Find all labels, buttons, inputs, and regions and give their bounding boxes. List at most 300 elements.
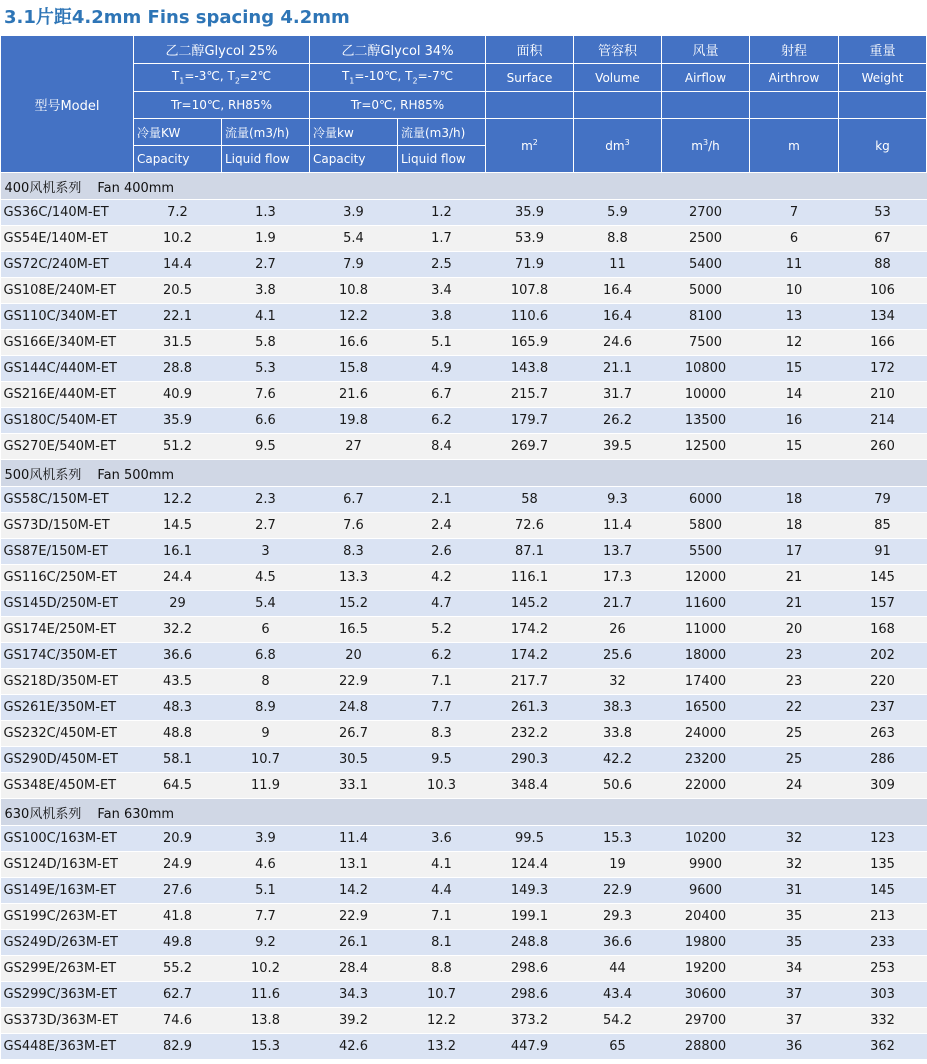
header-flow-en-34: Liquid flow bbox=[398, 146, 486, 173]
value-cell: 2.6 bbox=[398, 539, 486, 565]
value-cell: 25.6 bbox=[574, 643, 662, 669]
value-cell: 12000 bbox=[662, 565, 750, 591]
value-cell: 22.1 bbox=[134, 304, 222, 330]
value-cell: 8 bbox=[222, 669, 310, 695]
table-row bbox=[1, 695, 927, 721]
value-cell: 55.2 bbox=[134, 956, 222, 982]
value-cell: 22 bbox=[750, 695, 839, 721]
value-cell: 6.2 bbox=[398, 408, 486, 434]
value-cell: 110.6 bbox=[486, 304, 574, 330]
value-cell: 2500 bbox=[662, 226, 750, 252]
value-cell: 35.9 bbox=[134, 408, 222, 434]
fan-size: Fan 630mm bbox=[97, 806, 175, 822]
value-cell: 5.2 bbox=[398, 617, 486, 643]
value-cell: 15.2 bbox=[310, 591, 398, 617]
value-cell: 58 bbox=[486, 487, 574, 513]
value-cell: 7.6 bbox=[310, 513, 398, 539]
value-cell: 7.1 bbox=[398, 669, 486, 695]
table-row bbox=[1, 513, 927, 539]
value-cell: 1.7 bbox=[398, 226, 486, 252]
value-cell: 199.1 bbox=[486, 904, 574, 930]
value-cell: 14.2 bbox=[310, 878, 398, 904]
value-cell: 6.8 bbox=[222, 643, 310, 669]
table-row bbox=[1, 617, 927, 643]
model-cell: GS72C/240M-ET bbox=[1, 252, 134, 278]
value-cell: 263 bbox=[839, 721, 927, 747]
value-cell: 33.8 bbox=[574, 721, 662, 747]
value-cell: 9.3 bbox=[574, 487, 662, 513]
value-cell: 6 bbox=[222, 617, 310, 643]
value-cell: 21.7 bbox=[574, 591, 662, 617]
value-cell: 30.5 bbox=[310, 747, 398, 773]
value-cell: 290.3 bbox=[486, 747, 574, 773]
header-capacity-kw-34: 冷量kw bbox=[310, 119, 398, 146]
value-cell: 35.9 bbox=[486, 200, 574, 226]
value-cell: 22.9 bbox=[310, 669, 398, 695]
value-cell: 8.9 bbox=[222, 695, 310, 721]
value-cell: 135 bbox=[839, 852, 927, 878]
value-cell: 237 bbox=[839, 695, 927, 721]
value-cell: 172 bbox=[839, 356, 927, 382]
value-cell: 8.1 bbox=[398, 930, 486, 956]
value-cell: 5500 bbox=[662, 539, 750, 565]
value-cell: 13500 bbox=[662, 408, 750, 434]
value-cell: 41.8 bbox=[134, 904, 222, 930]
value-cell: 13.2 bbox=[398, 1034, 486, 1060]
value-cell: 303 bbox=[839, 982, 927, 1008]
model-cell: GS270E/540M-ET bbox=[1, 434, 134, 460]
value-cell: 53 bbox=[839, 200, 927, 226]
table-row bbox=[1, 356, 927, 382]
table-row bbox=[1, 1034, 927, 1060]
value-cell: 10.2 bbox=[222, 956, 310, 982]
header-weight-unit: kg bbox=[839, 119, 927, 173]
table-header bbox=[1, 36, 927, 173]
value-cell: 2.1 bbox=[398, 487, 486, 513]
table-body bbox=[1, 173, 927, 1060]
value-cell: 309 bbox=[839, 773, 927, 799]
value-cell: 17 bbox=[750, 539, 839, 565]
model-cell: GS174C/350M-ET bbox=[1, 643, 134, 669]
table-row bbox=[1, 1008, 927, 1034]
value-cell: 220 bbox=[839, 669, 927, 695]
value-cell: 8.3 bbox=[398, 721, 486, 747]
header-airflow-unit: $m^3/h$ bbox=[662, 119, 750, 173]
value-cell: 28.4 bbox=[310, 956, 398, 982]
value-cell: 20 bbox=[310, 643, 398, 669]
value-cell: 29 bbox=[134, 591, 222, 617]
value-cell: 23 bbox=[750, 643, 839, 669]
value-cell: 79 bbox=[839, 487, 927, 513]
value-cell: 5000 bbox=[662, 278, 750, 304]
header-blank bbox=[662, 92, 750, 119]
value-cell: 4.4 bbox=[398, 878, 486, 904]
value-cell: 21.1 bbox=[574, 356, 662, 382]
value-cell: 99.5 bbox=[486, 826, 574, 852]
value-cell: 18 bbox=[750, 513, 839, 539]
value-cell: 149.3 bbox=[486, 878, 574, 904]
value-cell: 54.2 bbox=[574, 1008, 662, 1034]
value-cell: 298.6 bbox=[486, 982, 574, 1008]
value-cell: 50.6 bbox=[574, 773, 662, 799]
table-row bbox=[1, 669, 927, 695]
value-cell: 1.9 bbox=[222, 226, 310, 252]
header-surface-unit: $m^2$ bbox=[486, 119, 574, 173]
table-row bbox=[1, 565, 927, 591]
value-cell: 168 bbox=[839, 617, 927, 643]
table-row bbox=[1, 539, 927, 565]
value-cell: 253 bbox=[839, 956, 927, 982]
value-cell: 29.3 bbox=[574, 904, 662, 930]
value-cell: 5.4 bbox=[310, 226, 398, 252]
value-cell: 31 bbox=[750, 878, 839, 904]
value-cell: 16.4 bbox=[574, 278, 662, 304]
value-cell: 87.1 bbox=[486, 539, 574, 565]
value-cell: 32 bbox=[750, 826, 839, 852]
table-row bbox=[1, 852, 927, 878]
value-cell: 233 bbox=[839, 930, 927, 956]
value-cell: 5.8 bbox=[222, 330, 310, 356]
value-cell: 35 bbox=[750, 930, 839, 956]
model-cell: GS149E/163M-ET bbox=[1, 878, 134, 904]
value-cell: 248.8 bbox=[486, 930, 574, 956]
value-cell: 62.7 bbox=[134, 982, 222, 1008]
value-cell: 43.5 bbox=[134, 669, 222, 695]
value-cell: 202 bbox=[839, 643, 927, 669]
value-cell: 4.7 bbox=[398, 591, 486, 617]
value-cell: 32.2 bbox=[134, 617, 222, 643]
model-cell: GS36C/140M-ET bbox=[1, 200, 134, 226]
value-cell: 7.1 bbox=[398, 904, 486, 930]
model-cell: GS87E/150M-ET bbox=[1, 539, 134, 565]
value-cell: 24000 bbox=[662, 721, 750, 747]
value-cell: 7.2 bbox=[134, 200, 222, 226]
header-capacity-en-34: Capacity bbox=[310, 146, 398, 173]
value-cell: 8.8 bbox=[398, 956, 486, 982]
value-cell: 5800 bbox=[662, 513, 750, 539]
value-cell: 348.4 bbox=[486, 773, 574, 799]
table-row bbox=[1, 982, 927, 1008]
model-cell: GS73D/150M-ET bbox=[1, 513, 134, 539]
value-cell: 16500 bbox=[662, 695, 750, 721]
model-cell: GS54E/140M-ET bbox=[1, 226, 134, 252]
value-cell: 31.5 bbox=[134, 330, 222, 356]
series-group-label bbox=[1, 460, 927, 487]
value-cell: 1.2 bbox=[398, 200, 486, 226]
model-cell: GS166E/340M-ET bbox=[1, 330, 134, 356]
value-cell: 24.4 bbox=[134, 565, 222, 591]
value-cell: 36 bbox=[750, 1034, 839, 1060]
value-cell: 21 bbox=[750, 591, 839, 617]
value-cell: 5.4 bbox=[222, 591, 310, 617]
value-cell: 15 bbox=[750, 434, 839, 460]
value-cell: 27.6 bbox=[134, 878, 222, 904]
value-cell: 166 bbox=[839, 330, 927, 356]
table-row bbox=[1, 956, 927, 982]
table-row bbox=[1, 591, 927, 617]
value-cell: 3.9 bbox=[222, 826, 310, 852]
header-surface-cn: 面积 bbox=[486, 36, 574, 64]
value-cell: 18 bbox=[750, 487, 839, 513]
table-row bbox=[1, 487, 927, 513]
value-cell: 27 bbox=[310, 434, 398, 460]
series-name: 630风机系列 bbox=[4, 806, 82, 822]
value-cell: 25 bbox=[750, 747, 839, 773]
header-glycol-34: 乙二醇Glycol 34% bbox=[310, 36, 486, 64]
value-cell: 18000 bbox=[662, 643, 750, 669]
value-cell: 2700 bbox=[662, 200, 750, 226]
value-cell: 16.6 bbox=[310, 330, 398, 356]
value-cell: 15.3 bbox=[222, 1034, 310, 1060]
value-cell: 210 bbox=[839, 382, 927, 408]
value-cell: 15.3 bbox=[574, 826, 662, 852]
header-weight-en: Weight bbox=[839, 64, 927, 92]
header-g34-condition: Tr=0℃, RH85% bbox=[310, 92, 486, 119]
table-row bbox=[1, 278, 927, 304]
table-row bbox=[1, 434, 927, 460]
series-group-row bbox=[1, 460, 927, 487]
table-row bbox=[1, 252, 927, 278]
value-cell: 37 bbox=[750, 1008, 839, 1034]
table-row bbox=[1, 408, 927, 434]
value-cell: 24 bbox=[750, 773, 839, 799]
model-cell: GS373D/363M-ET bbox=[1, 1008, 134, 1034]
value-cell: 4.1 bbox=[398, 852, 486, 878]
value-cell: 53.9 bbox=[486, 226, 574, 252]
table-row bbox=[1, 382, 927, 408]
model-cell: GS232C/450M-ET bbox=[1, 721, 134, 747]
value-cell: 145 bbox=[839, 878, 927, 904]
value-cell: 72.6 bbox=[486, 513, 574, 539]
table-row bbox=[1, 200, 927, 226]
value-cell: 4.6 bbox=[222, 852, 310, 878]
model-cell: GS144C/440M-ET bbox=[1, 356, 134, 382]
value-cell: 10.7 bbox=[222, 747, 310, 773]
value-cell: 145 bbox=[839, 565, 927, 591]
value-cell: 5.3 bbox=[222, 356, 310, 382]
value-cell: 67 bbox=[839, 226, 927, 252]
value-cell: 82.9 bbox=[134, 1034, 222, 1060]
value-cell: 286 bbox=[839, 747, 927, 773]
value-cell: 269.7 bbox=[486, 434, 574, 460]
value-cell: 13.3 bbox=[310, 565, 398, 591]
value-cell: 32 bbox=[750, 852, 839, 878]
value-cell: 11600 bbox=[662, 591, 750, 617]
header-surface-en: Surface bbox=[486, 64, 574, 92]
value-cell: 19800 bbox=[662, 930, 750, 956]
value-cell: 9.5 bbox=[398, 747, 486, 773]
value-cell: 8100 bbox=[662, 304, 750, 330]
value-cell: 88 bbox=[839, 252, 927, 278]
table-row bbox=[1, 773, 927, 799]
value-cell: 13.1 bbox=[310, 852, 398, 878]
value-cell: 12.2 bbox=[134, 487, 222, 513]
table-row bbox=[1, 643, 927, 669]
value-cell: 373.2 bbox=[486, 1008, 574, 1034]
value-cell: 10200 bbox=[662, 826, 750, 852]
value-cell: 21 bbox=[750, 565, 839, 591]
value-cell: 20 bbox=[750, 617, 839, 643]
value-cell: 145.2 bbox=[486, 591, 574, 617]
value-cell: 71.9 bbox=[486, 252, 574, 278]
model-cell: GS174E/250M-ET bbox=[1, 617, 134, 643]
table-row bbox=[1, 721, 927, 747]
fan-size: Fan 500mm bbox=[97, 467, 175, 483]
model-cell: GS108E/240M-ET bbox=[1, 278, 134, 304]
value-cell: 16 bbox=[750, 408, 839, 434]
value-cell: 17.3 bbox=[574, 565, 662, 591]
header-g25-temperature: $T_1=-3℃$, $T_2=2℃$ bbox=[134, 64, 310, 92]
value-cell: 48.8 bbox=[134, 721, 222, 747]
value-cell: 28.8 bbox=[134, 356, 222, 382]
value-cell: 214 bbox=[839, 408, 927, 434]
value-cell: 332 bbox=[839, 1008, 927, 1034]
value-cell: 7.7 bbox=[398, 695, 486, 721]
value-cell: 14.5 bbox=[134, 513, 222, 539]
model-cell: GS58C/150M-ET bbox=[1, 487, 134, 513]
value-cell: 174.2 bbox=[486, 643, 574, 669]
value-cell: 12500 bbox=[662, 434, 750, 460]
value-cell: 447.9 bbox=[486, 1034, 574, 1060]
value-cell: 31.7 bbox=[574, 382, 662, 408]
value-cell: 157 bbox=[839, 591, 927, 617]
value-cell: 260 bbox=[839, 434, 927, 460]
header-glycol-25: 乙二醇Glycol 25% bbox=[134, 36, 310, 64]
value-cell: 14.4 bbox=[134, 252, 222, 278]
value-cell: 5.9 bbox=[574, 200, 662, 226]
value-cell: 15 bbox=[750, 356, 839, 382]
model-cell: GS290D/450M-ET bbox=[1, 747, 134, 773]
value-cell: 2.7 bbox=[222, 513, 310, 539]
value-cell: 24.8 bbox=[310, 695, 398, 721]
value-cell: 116.1 bbox=[486, 565, 574, 591]
value-cell: 19 bbox=[574, 852, 662, 878]
value-cell: 12.2 bbox=[398, 1008, 486, 1034]
fan-size: Fan 400mm bbox=[97, 180, 175, 196]
value-cell: 217.7 bbox=[486, 669, 574, 695]
value-cell: 11.6 bbox=[222, 982, 310, 1008]
value-cell: 30600 bbox=[662, 982, 750, 1008]
value-cell: 10000 bbox=[662, 382, 750, 408]
value-cell: 48.3 bbox=[134, 695, 222, 721]
header-flow-25: 流量(m3/h) bbox=[222, 119, 310, 146]
model-cell: GS180C/540M-ET bbox=[1, 408, 134, 434]
value-cell: 25 bbox=[750, 721, 839, 747]
value-cell: 16.5 bbox=[310, 617, 398, 643]
value-cell: 362 bbox=[839, 1034, 927, 1060]
value-cell: 34.3 bbox=[310, 982, 398, 1008]
header-airthrow-unit: m bbox=[750, 119, 839, 173]
value-cell: 13.7 bbox=[574, 539, 662, 565]
table-row bbox=[1, 878, 927, 904]
value-cell: 124.4 bbox=[486, 852, 574, 878]
header-volume-en: Volume bbox=[574, 64, 662, 92]
value-cell: 2.3 bbox=[222, 487, 310, 513]
value-cell: 13 bbox=[750, 304, 839, 330]
value-cell: 165.9 bbox=[486, 330, 574, 356]
value-cell: 35 bbox=[750, 904, 839, 930]
value-cell: 20400 bbox=[662, 904, 750, 930]
model-cell: GS145D/250M-ET bbox=[1, 591, 134, 617]
header-flow-34: 流量(m3/h) bbox=[398, 119, 486, 146]
value-cell: 8.8 bbox=[574, 226, 662, 252]
value-cell: 8.3 bbox=[310, 539, 398, 565]
value-cell: 91 bbox=[839, 539, 927, 565]
value-cell: 16.4 bbox=[574, 304, 662, 330]
value-cell: 33.1 bbox=[310, 773, 398, 799]
value-cell: 36.6 bbox=[574, 930, 662, 956]
series-group-label bbox=[1, 173, 927, 200]
header-airthrow-en: Airthrow bbox=[750, 64, 839, 92]
value-cell: 7.6 bbox=[222, 382, 310, 408]
value-cell: 4.9 bbox=[398, 356, 486, 382]
value-cell: 43.4 bbox=[574, 982, 662, 1008]
value-cell: 20.9 bbox=[134, 826, 222, 852]
model-cell: GS261E/350M-ET bbox=[1, 695, 134, 721]
value-cell: 107.8 bbox=[486, 278, 574, 304]
header-blank bbox=[839, 92, 927, 119]
series-name: 500风机系列 bbox=[4, 467, 82, 483]
value-cell: 5.1 bbox=[398, 330, 486, 356]
value-cell: 10800 bbox=[662, 356, 750, 382]
value-cell: 11 bbox=[750, 252, 839, 278]
value-cell: 11 bbox=[574, 252, 662, 278]
header-flow-en-25: Liquid flow bbox=[222, 146, 310, 173]
value-cell: 11000 bbox=[662, 617, 750, 643]
value-cell: 11.4 bbox=[574, 513, 662, 539]
header-g34-temperature: $T_1=-10℃$, $T_2=-7℃$ bbox=[310, 64, 486, 92]
header-volume-unit: $dm^3$ bbox=[574, 119, 662, 173]
value-cell: 85 bbox=[839, 513, 927, 539]
value-cell: 21.6 bbox=[310, 382, 398, 408]
value-cell: 6 bbox=[750, 226, 839, 252]
model-cell: GS216E/440M-ET bbox=[1, 382, 134, 408]
value-cell: 39.2 bbox=[310, 1008, 398, 1034]
value-cell: 3 bbox=[222, 539, 310, 565]
value-cell: 13.8 bbox=[222, 1008, 310, 1034]
value-cell: 9 bbox=[222, 721, 310, 747]
value-cell: 23 bbox=[750, 669, 839, 695]
value-cell: 9900 bbox=[662, 852, 750, 878]
value-cell: 37 bbox=[750, 982, 839, 1008]
value-cell: 51.2 bbox=[134, 434, 222, 460]
value-cell: 123 bbox=[839, 826, 927, 852]
value-cell: 10.3 bbox=[398, 773, 486, 799]
table-row bbox=[1, 904, 927, 930]
model-cell: GS124D/163M-ET bbox=[1, 852, 134, 878]
value-cell: 74.6 bbox=[134, 1008, 222, 1034]
series-group-label bbox=[1, 799, 927, 826]
value-cell: 7500 bbox=[662, 330, 750, 356]
page-title: 3.1片距4.2mm Fins spacing 4.2mm bbox=[4, 7, 350, 28]
value-cell: 12 bbox=[750, 330, 839, 356]
model-cell: GS199C/263M-ET bbox=[1, 904, 134, 930]
value-cell: 10.2 bbox=[134, 226, 222, 252]
value-cell: 24.9 bbox=[134, 852, 222, 878]
value-cell: 3.8 bbox=[398, 304, 486, 330]
value-cell: 143.8 bbox=[486, 356, 574, 382]
value-cell: 65 bbox=[574, 1034, 662, 1060]
header-capacity-en-25: Capacity bbox=[134, 146, 222, 173]
value-cell: 232.2 bbox=[486, 721, 574, 747]
value-cell: 5400 bbox=[662, 252, 750, 278]
value-cell: 9600 bbox=[662, 878, 750, 904]
table-row bbox=[1, 226, 927, 252]
header-airflow-en: Airflow bbox=[662, 64, 750, 92]
value-cell: 17400 bbox=[662, 669, 750, 695]
value-cell: 6.7 bbox=[398, 382, 486, 408]
model-cell: GS218D/350M-ET bbox=[1, 669, 134, 695]
